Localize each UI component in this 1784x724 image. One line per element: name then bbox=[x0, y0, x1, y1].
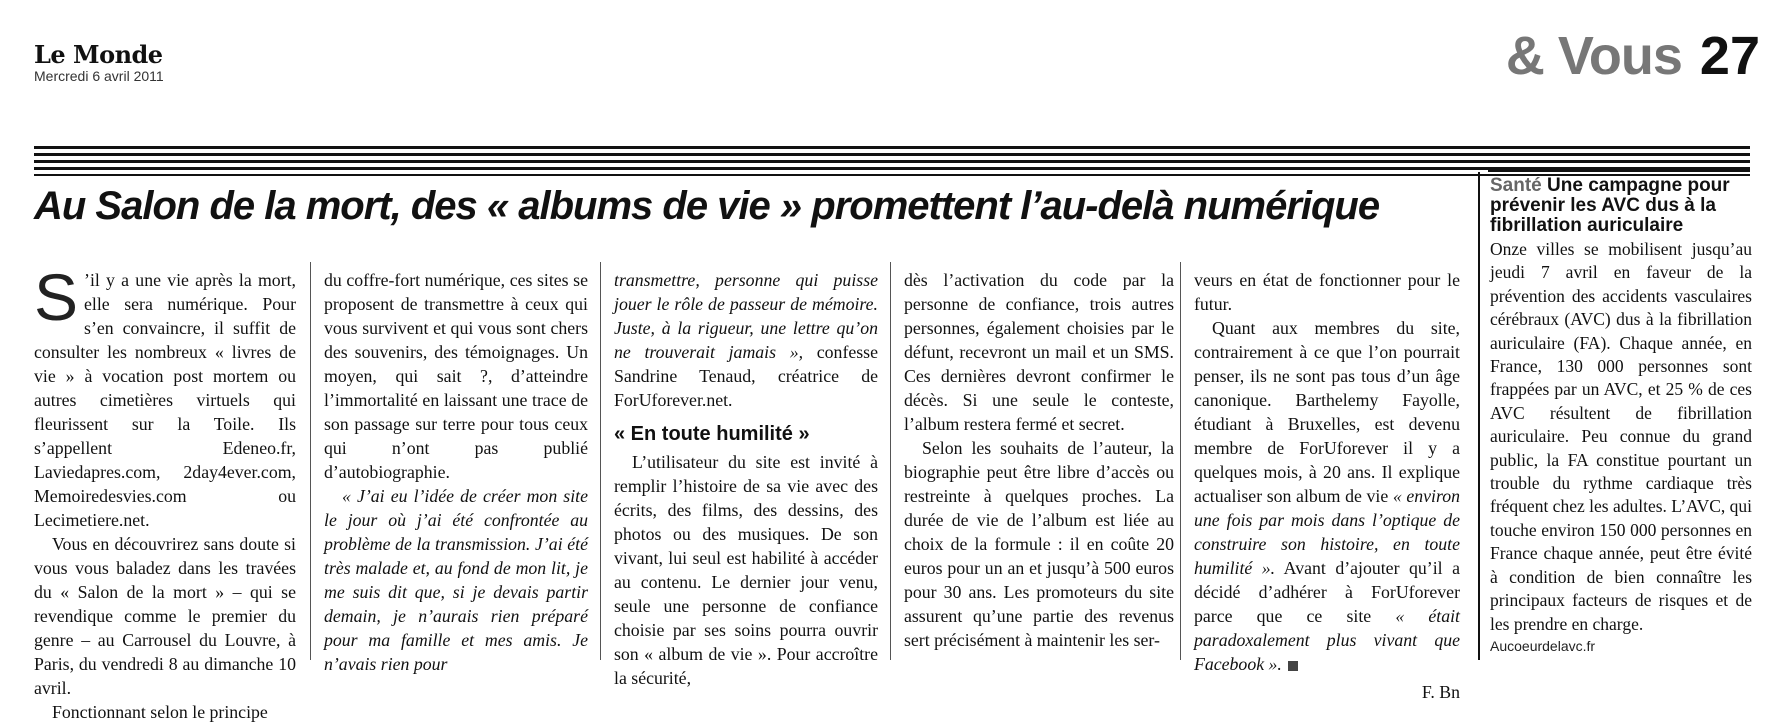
sidebar-top-rule bbox=[1488, 168, 1750, 172]
sidebar-headline bbox=[1490, 176, 1752, 236]
paragraph bbox=[1194, 316, 1460, 676]
paragraph: Fonctionnant selon le principe bbox=[52, 702, 268, 722]
paragraph: Selon les souhaits de l’auteur, la biographie peut être libre d’accès ou restreinte à quelques proches. La durée de vie de l’album est liée au choix de la formule : il en coûte 20 euros pour un an et jusqu’à 500 euros pour 30 ans. Les promoteurs du site assurent qu’une partie des revenus sert précisément à maintenir les ser- bbox=[904, 438, 1174, 650]
article-column-5 bbox=[1194, 268, 1460, 704]
attribution-text: confesse Sandrine Tenaud, créatrice de ForUforever.net. bbox=[614, 342, 878, 410]
newspaper-masthead: Le Monde bbox=[34, 40, 163, 69]
section-header bbox=[1506, 24, 1760, 88]
sidebar-source-link[interactable]: Aucoeurdelavc.fr bbox=[1490, 637, 1596, 654]
column-separator bbox=[600, 262, 601, 660]
column-separator bbox=[1180, 262, 1181, 660]
byline: F. Bn bbox=[1421, 682, 1460, 702]
paragraph: dès l’activation du code par la personne de confiance, trois autres personnes, également choisies par le défunt, recevront un mail et un SMS. Ces dernières devront confirmer le décès. Si une seule le conteste, l’album restera fermé et secret. bbox=[904, 270, 1174, 434]
article-column-3 bbox=[614, 268, 878, 690]
paragraph: ’il y a une vie après la mort, elle sera numérique. Pour s’en convaincre, il suffit de consulter les nombreux « livres de vie » à vocation post mortem ou autres cimetières virtuels qui fleurissent sur la Toile. Ils s’appellent Edeneo.fr, Laviedapres.com, 2day4ever.com, Memoiredesvies.com ou Lecimetiere.net. bbox=[34, 270, 296, 530]
page-number: 27 bbox=[1699, 26, 1760, 86]
column-separator bbox=[310, 262, 311, 660]
paragraph: L’utilisateur du site est invité à remplir l’histoire de sa vie avec des écrits, des films, des dessins, des photos ou des musiques. De son vivant, lui seul est habilité à accéder au contenu. Le dernier jour venu, seule une personne de confiance choisie par ses soins pourra ouvrir son « album de vie ». Pour accroître la sécurité, bbox=[614, 452, 878, 688]
article-headline: Au Salon de la mort, des « albums de vie » promettent l’au-delà numérique bbox=[34, 184, 1380, 228]
sidebar-title: Une campagne pour prévenir les AVC dus à la fibrillation auriculaire bbox=[1490, 175, 1730, 236]
quote-paragraph: « J’ai eu l’idée de créer mon site le jour où j’ai été confrontée au problème de la transmission. J’ai été très malade et, au fond de mon lit, je me suis dit que, si je devais partir demain, je n’aurais rien préparé pour ma famille et mes amis. Je n’avais rien pour bbox=[324, 486, 588, 674]
section-name: & Vous bbox=[1505, 26, 1682, 86]
end-of-article-mark bbox=[1288, 661, 1298, 671]
article-subhead: « En toute humilité » bbox=[614, 423, 810, 445]
article-column-2 bbox=[324, 268, 588, 676]
sidebar-body: Onze villes se mobilisent jusqu’au jeudi 7 avril en faveur de la prévention des accidents vasculaires cérébraux (AVC) dus à la fibrillation auriculaire (FA). Chaque année, en France, 130 000 personnes sont frappées par un AVC, et 25 % de ces AVC résultent de fibrillation auriculaire. Peu connue du grand public, la FA constitue pourtant un trouble du rythme cardiaque très fréquent chez les adultes. L’AVC, qui touche environ 150 000 personnes en France chaque année, peut être évité à condition de bien connaître les principaux facteurs de risques et de les prendre en charge. bbox=[1490, 239, 1752, 634]
quote-text: « environ une fois par mois dans l’optique de construire son histoire, en toute humilité ». bbox=[1194, 486, 1461, 578]
quote-text: « était paradoxalement plus vivant que Facebook ». bbox=[1194, 606, 1460, 674]
article-column-1 bbox=[34, 260, 296, 724]
sidebar-brief bbox=[1490, 176, 1752, 654]
article-column-4 bbox=[904, 268, 1174, 652]
sidebar-divider bbox=[1478, 172, 1480, 660]
quote-text: transmettre, personne qui puisse jouer le rôle de passeur de mémoire. Juste, à la rigueur, une lettre qu’on ne trouverait jamais », bbox=[614, 270, 878, 362]
issue-date: Mercredi 6 avril 2011 bbox=[34, 68, 164, 84]
paragraph: Vous en découvrirez sans doute si vous vous baladez dans les travées du « Salon de la mort » – qui se revendique comme le premier du genre – au Carrousel du Louvre, à Paris, du vendredi 8 au dimanche 10 avril. bbox=[34, 534, 296, 698]
sidebar-kicker: Santé bbox=[1490, 175, 1542, 196]
column-separator bbox=[890, 262, 891, 660]
paragraph: du coffre-fort numérique, ces sites se proposent de transmettre à ceux qui vous survivent et qui vous sont chers des souvenirs, des témoignages. Un moyen, qui sait ?, d’atteindre l’immortalité en laissant une trace de son passage sur terre pour tous ceux qui n’ont pas publié d’autobiographie. bbox=[324, 270, 588, 482]
drop-cap: S bbox=[34, 260, 79, 334]
body-text: Avant d’ajouter qu’il a décidé d’adhérer à ForUforever parce que ce site bbox=[1194, 558, 1461, 626]
body-text: Quant aux membres du site, contrairement à ce que l’on pourrait penser, ils ne sont pas tous d’un âge canonique. Barthelemy Fayolle, étudiant à Bruxelles, est devenu membre de ForUforever il y a quelques mois, à 20 ans. Il explique actualiser son album de vie bbox=[1194, 318, 1460, 506]
paragraph: veurs en état de fonctionner pour le futur. bbox=[1194, 270, 1460, 314]
paragraph bbox=[614, 268, 878, 412]
